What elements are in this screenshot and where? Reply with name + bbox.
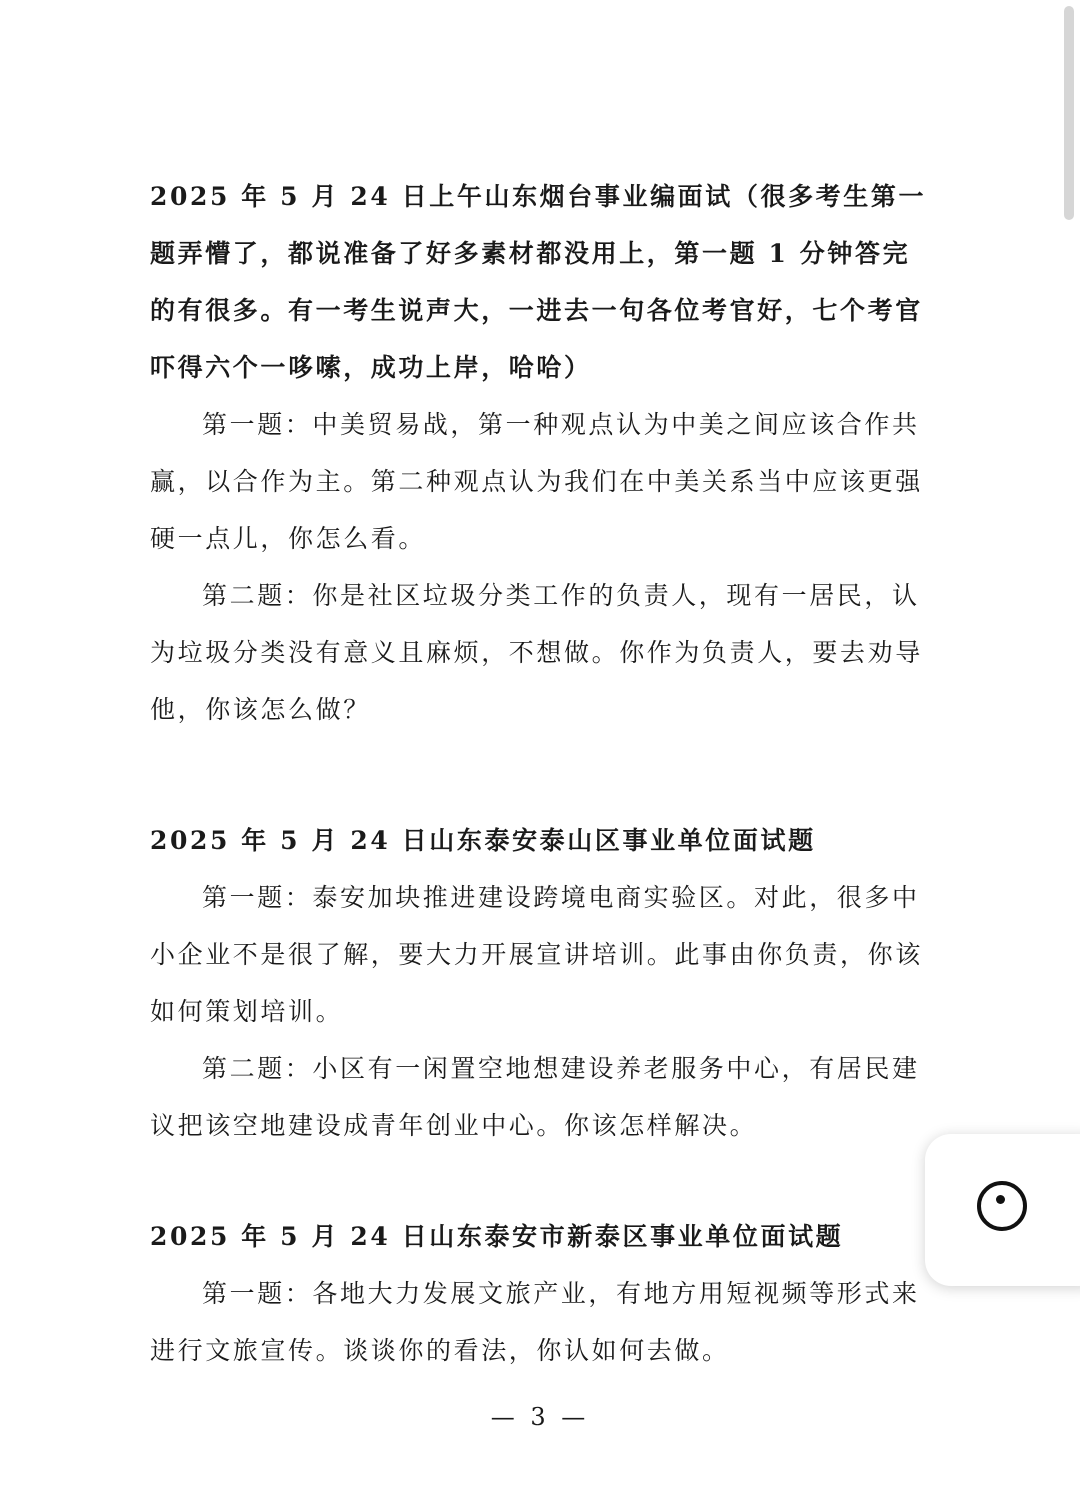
question-paragraph: 第一题：各地大力发展文旅产业，有地方用短视频等形式来进行文旅宣传。谈谈你的看法，你认如何去做。 (150, 1279, 920, 1365)
section-heading: 2025 年 5 月 24 日山东泰安泰山区事业单位面试题 (150, 826, 816, 855)
section-xintai (150, 1208, 932, 1379)
question-paragraph: 第二题：小区有一闲置空地想建设养老服务中心，有居民建议把该空地建设成青年创业中心。你该怎样解决。 (150, 1054, 920, 1140)
question-paragraph: 第一题：中美贸易战，第一种观点认为中美之间应该合作共赢，以合作为主。第二种观点认为我们在中美关系当中应该更强硬一点儿，你怎么看。 (150, 410, 923, 553)
question-paragraph: 第一题：泰安加块推进建设跨境电商实验区。对此，很多中小企业不是很了解，要大力开展宣讲培训。此事由你负责，你该如何策划培训。 (150, 883, 923, 1026)
floating-action-button[interactable] (925, 1134, 1080, 1286)
circle-dot-inner (996, 1195, 1005, 1204)
section-yantai (150, 168, 932, 738)
section-heading: 2025 年 5 月 24 日上午山东烟台事业编面试（很多考生第一题弄懵了，都说准备了好多素材都没用上，第一题 1 分钟答完的有很多。有一考生说声大，一进去一句各位考官好，七个考官吓得六个一哆嗦，成功上岸，哈哈） (150, 182, 927, 382)
section-taishan (150, 812, 932, 1154)
question-paragraph: 第二题：你是社区垃圾分类工作的负责人，现有一居民，认为垃圾分类没有意义且麻烦，不想做。你作为负责人，要去劝导他，你该怎么做？ (150, 581, 923, 724)
vertical-scrollbar[interactable] (1064, 6, 1074, 220)
section-heading: 2025 年 5 月 24 日山东泰安市新泰区事业单位面试题 (150, 1222, 844, 1251)
circle-dot-icon (977, 1181, 1027, 1231)
page-number: — 3 — (490, 1403, 590, 1431)
document-content (150, 168, 932, 1379)
